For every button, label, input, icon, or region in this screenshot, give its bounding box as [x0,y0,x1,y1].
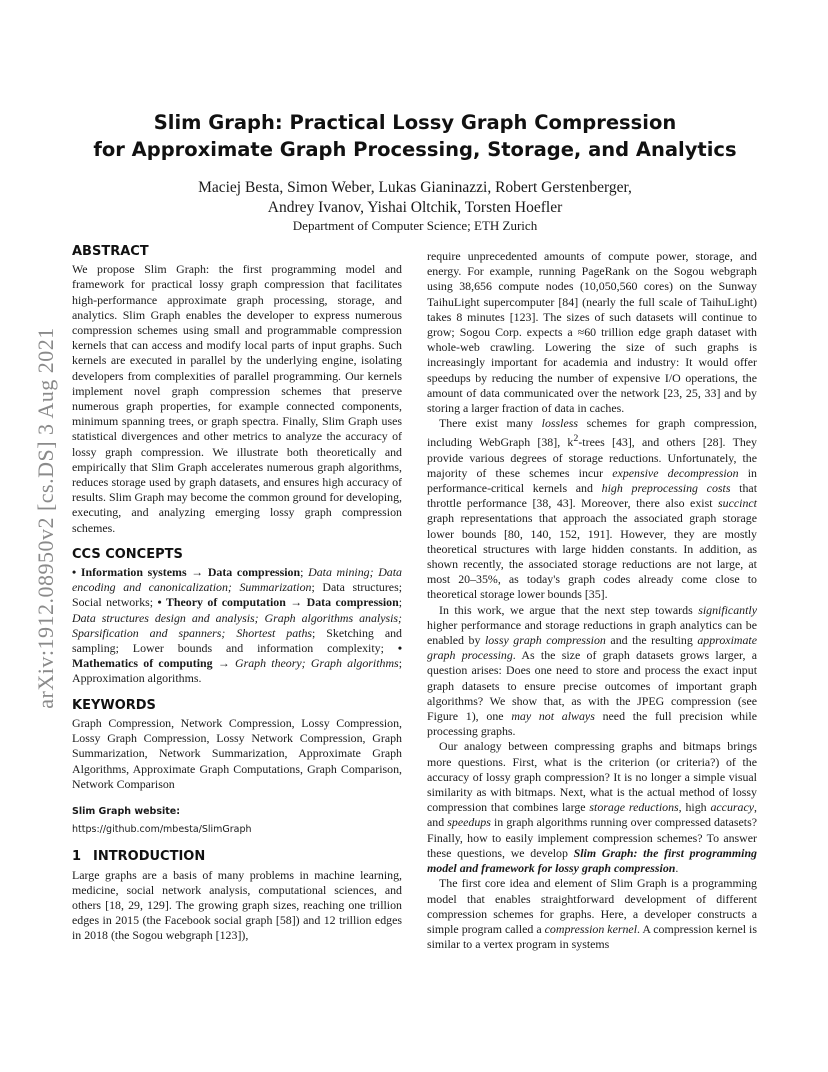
title-line: Slim Graph: Practical Lossy Graph Compression [153,111,677,134]
ccs-term: Data compression [306,595,399,610]
ccs-text-run: ; Sketching and sampling; Lower bounds and information complexity; [72,625,402,656]
text-run: higher performance and storage reductions in graph analytics can be enabled by [427,617,757,648]
ccs-term: Data compression [207,565,301,580]
title-line: for Approximate Graph Processing, Storage, and Analytics [93,138,737,161]
superscript: 2 [573,433,579,445]
abstract-heading: ABSTRACT [72,244,149,259]
emphasis: speedups [447,815,491,830]
intro-paragraph [427,876,757,952]
ccs-term: Data structures design and analysis; Graph algorithms analysis; Sparsification and spanners; Shortest paths [72,610,402,640]
text-run: . As the size of graph datasets grows larger, a question arises: Does one need to store and process the exact input graph datasets to ensure precise outcomes of important graph algorithms? We show that, as with the JPEG compression (see Figure 1), one [427,648,757,724]
arrow: → [212,656,235,671]
arrow: → [186,565,208,580]
emphasis: storage reductions [589,800,679,815]
text-run: . [675,861,679,876]
section-number: 1 [72,849,82,865]
text-run: in performance-critical kernels and [427,465,757,496]
ccs-term: Graph theory; Graph algorithms [234,656,399,671]
intro-paragraph-continued: require unprecedented amounts of compute power, storage, and energy. For example, running PageRank on the Sogou webgraph using 38,656 compute nodes (10,050,560 cores) on the Sunway TaihuLight supercomputer [84] (nearly the full scale of TaihuLight) takes 8 minutes [123]. The sizes of such datasets will continue to grow; Sogou Corp. expects a ≈60 trillion edge graph dataset with whole-web crawling. Lowering the size of such graphs is increasingly important for academia and industry: It would offer speedups by reducing the number of expensive I/O operations, the amount of data communicated over the network [23, 25, 33] and by storing a larger fraction of data in caches. [427,249,757,416]
emphasis: succinct [718,496,757,511]
text-run: graph representations that approach the associated graph storage lower bounds [80, 140, 152, 191]. However, they are mostly theoretical structures with large hidden constants. In addition, as shown recently, the associated storage reductions are not large, at most 20–35%, as today's graph codes already come close to theoretical storage lower bounds [35]. [427,511,757,602]
intro-paragraph: Large graphs are a basis of many problems in machine learning, medicine, social network analysis, computational sciences, and others [18, 29, 129]. The growing graph sizes, reaching one trillion edges in 2015 (the Facebook social graph [58]) and 12 trillion edges in 2018 (the Sogou webgraph [123]), [72,867,402,943]
ccs-term: Data mining; Data encoding and canonicalization; Summarization [72,565,403,595]
emphasis: high preprocessing costs [601,481,731,496]
abstract-text: We propose Slim Graph: the first programming model and framework for practical lossy graph compression that facilitates high-performance approximate graph processing, storage, and analytics. Slim Graph enables the developer to express numerous compression schemes using small and programmable compression kernels that can access and modify local parts of input graphs. Such kernels are executed in parallel by the underlying engine, isolating developers from complexities of parallel programming. Our kernels implement novel graph compression schemes that preserve numerous graph properties, for example connected components, minimum spanning trees, or graph spectra. Finally, Slim Graph uses statistical divergences and other metrics to analyze the accuracy of lossy graph compression. We illustrate both theoretically and empirically that Slim Graph accelerates numerous graph algorithms, reduces storage used by graph datasets, and ensures high accuracy of results. Slim Graph may become the common ground for developing, executing, and analyzing emerging lossy graph compression schemes. [72,262,402,535]
bold-emphasis: Slim Graph: the first programming model and framework for lossy graph compression [427,845,757,876]
intro-paragraph [427,416,757,602]
author-line: Andrey Ivanov, Yishai Oltchik, Torsten Hoefler [267,199,563,216]
keywords-text: Graph Compression, Network Compression, Lossy Compression, Lossy Graph Compression, Lossy Network Compression, Graph Summarization, Network Summarization, Approximate Graph Algorithms, Approximate Graph Computations, Graph Comparison, Network Comparison [72,715,402,791]
section-title: INTRODUCTION [93,849,206,865]
author-list [70,178,760,218]
text-run: -trees [43], and others [28]. They provide various degrees of storage reductions. Unfortunately, the majority of these schemes incur [427,435,757,480]
intro-paragraph [427,739,757,876]
intro-heading [72,849,402,864]
emphasis: lossy graph compression [484,633,606,648]
author-line: Maciej Besta, Simon Weber, Lukas Gianinazzi, Robert Gerstenberger, [198,179,632,196]
emphasis: compression kernel [544,921,638,936]
text-run: in graph algorithms running over compressed datasets? Finally, how to easily implement compression schemes? To answer these questions, we develop [427,815,757,860]
emphasis: may not always [511,709,595,724]
text-run: In this work, we argue that the next step towards [439,602,699,617]
text-run: The first core idea and element of Slim Graph is a programming model that enables straightforward development of different compression schemes for graphs. Here, a developer constructs a simple program called a [427,876,757,936]
text-run: Our analogy between compressing graphs and bitmaps brings more questions. First, what is the criterion (or criteria?) of the accuracy of lossy graph compression? It is no longer a simple visual similarity as with bitmaps. Next, what is the actual method of lossy compression that combines large [427,739,757,815]
emphasis: expensive decompression [612,465,739,480]
website-label: Slim Graph website: [72,805,181,817]
emphasis: significantly [698,602,757,617]
text-run: need the full precision while processing graphs. [427,709,757,739]
emphasis: accuracy [710,800,755,815]
ccs-heading: CCS CONCEPTS [72,546,183,562]
keywords-heading: KEYWORDS [72,697,156,713]
affiliation: Department of Computer Science; ETH Zurich [292,218,538,233]
ccs-term: • Mathematics of computing [72,641,402,671]
ccs-term: • Theory of computation [157,595,286,610]
right-column [427,249,757,952]
text-run: that throttle performance [38, 43]. Moreover, there also exist [427,481,757,511]
text-run: , and [427,800,757,830]
ccs-term: • Information systems [72,565,187,580]
website-link[interactable]: https://github.com/mbesta/SlimGraph [72,824,252,836]
emphasis: lossless [541,416,578,431]
intro-paragraph [427,603,757,740]
ccs-sep: ; [398,595,403,610]
emphasis: approximate graph processing [427,633,757,663]
ccs-text [72,565,402,687]
ccs-text-run: ; Data structures; Social networks; [72,580,403,610]
ccs-sep: ; [300,565,309,580]
text-run: schemes for graph compression, including WebGraph [38], k [427,416,757,450]
text-run: There exist many [439,416,542,431]
arxiv-stamp: arXiv:1912.08950v2 [cs.DS] 3 Aug 2021 [33,327,58,709]
ccs-text-run: ; Approximation algorithms. [72,656,402,686]
text-run: and the resulting [605,633,698,648]
arrow: → [285,595,307,610]
text-run: . A compression kernel is similar to a vertex program in systems [427,921,757,952]
text-run: , high [678,800,711,815]
paper-title [70,109,760,163]
left-column [72,244,402,944]
